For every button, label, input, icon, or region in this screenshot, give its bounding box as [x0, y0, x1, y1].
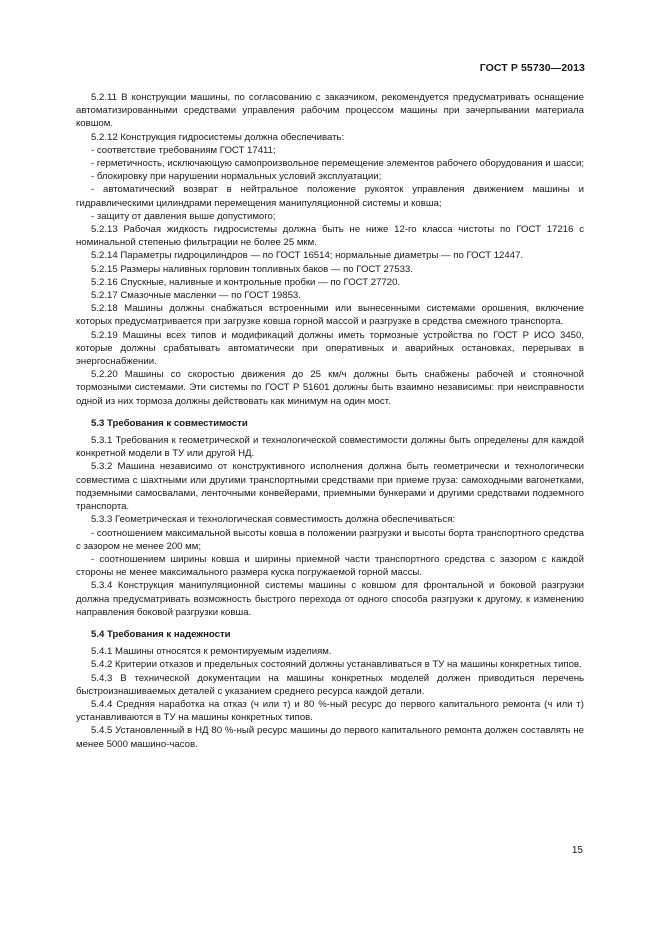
paragraph-5-2-16: 5.2.16 Спускные, наливные и контрольные пробки — по ГОСТ 27720.: [91, 276, 401, 288]
paragraph-5-2-18: 5.2.18 Машины должны снабжаться встроенными или вынесенными системами орошения, включение которых предусматривается при загрузке ковша горной массой и разгрузке в средства смежного транспорта.: [76, 303, 584, 328]
list-item: - автоматический возврат в нейтральное положение рукояток управления движением машины и гидравлическими цилиндрами перемещения манипуляционной системы и ковша;: [76, 184, 584, 209]
section-heading-5-3: 5.3 Требования к совместимости: [91, 417, 248, 429]
paragraph-5-4-5: 5.4.5 Установленный в НД 80 %-ный ресурс машины до первого капитального ремонта должен составлять не менее 5000 машино-часов.: [76, 725, 584, 750]
document-body: [76, 91, 584, 751]
paragraph-5-2-14: 5.2.14 Параметры гидроцилиндров — по ГОСТ 16514; нормальные диаметры — по ГОСТ 12447.: [91, 250, 524, 262]
paragraph-5-4-4: 5.4.4 Средняя наработка на отказ (ч или т) и 80 %-ный ресурс до первого капитального ремонта (ч или т) устанавливаются в ТУ на машины конкретных типов.: [76, 698, 584, 724]
paragraph-5-2-13: 5.2.13 Рабочая жидкость гидросистемы должна быть не ниже 12-го класса чистоты по ГОСТ 17216 с номинальной степенью фильтрации не более 25 мкм.: [76, 224, 584, 249]
paragraph-5-2-12: 5.2.12 Конструкция гидросистемы должна обеспечивать:: [91, 131, 345, 143]
paragraph-5-4-2: 5.4.2 Критерии отказов и предельных состояний должны устанавливаться в ТУ на машины конкретных типов.: [91, 659, 582, 671]
section-heading-5-4: 5.4 Требования к надежности: [91, 628, 231, 640]
paragraph-5-4-1: 5.4.1 Машины относятся к ремонтируемым изделиям.: [91, 646, 332, 658]
paragraph-5-4-3: 5.4.3 В технической документации на машины конкретных моделей должен приводиться перечень быстроизнашиваемых деталей с указанием среднего ресурса каждой детали.: [76, 672, 584, 697]
list-item: - соотношением максимальной высоты ковша в положении разгрузки и высоты борта транспортного средства с зазором не менее 200 мм;: [76, 527, 584, 552]
paragraph-5-2-19: 5.2.19 Машины всех типов и модификаций должны иметь тормозные устройства по ГОСТ Р ИСО 3450, которые должны срабатывать автоматически при оперативных и аварийных остановках, перерывах в энергоснабжении.: [76, 329, 584, 368]
page-number: 15: [571, 845, 583, 856]
paragraph-5-3-3: 5.3.3 Геометрическая и технологическая совместимость должна обеспечиваться:: [91, 514, 456, 526]
list-item: - герметичность, исключающую самопроизвольное перемещение элементов рабочего оборудования и шасси;: [91, 158, 584, 170]
list-item: - блокировку при нарушении нормальных условий эксплуатации;: [91, 171, 382, 183]
paragraph-5-3-2: 5.3.2 Машина независимо от конструктивного исполнения должна быть геометрически и технологически совместима с шахтными или другими транспортными средствами при приеме груза: самоходными вагонетками, подземными самосвалами, ленточными конвейерами, приемными бункерами и другими средствами подземного транспорта.: [76, 461, 584, 513]
paragraph-5-3-4: 5.3.4 Конструкция манипуляционной системы машины с ковшом для фронтальной и боковой разгрузки должна предусматривать возможность быстрого перехода от одного способа разгрузки к другому, к изменению направления боковой разгрузки ковша.: [76, 580, 584, 618]
list-item: - защиту от давления выше допустимого;: [91, 210, 276, 222]
list-item: - соответствие требованиям ГОСТ 17411;: [91, 144, 276, 156]
paragraph-5-2-15: 5.2.15 Размеры наливных горловин топливных баков — по ГОСТ 27533.: [91, 263, 413, 275]
paragraph-5-2-20: 5.2.20 Машины со скоростью движения до 25 км/ч должны быть снабжены рабочей и стояночной тормозными системами. Эти системы по ГОСТ Р 51601 должны быть взаимно независимы: при неисправности одной из них тормоза должны действовать как минимум на один мост.: [76, 369, 584, 407]
standard-number: ГОСТ Р 55730—2013: [479, 62, 585, 74]
paragraph-5-2-17: 5.2.17 Смазочные масленки — по ГОСТ 19853.: [91, 290, 301, 302]
list-item: - соотношением ширины ковша и ширины приемной части транспортного средства с зазором с каждой стороны не менее максимального размера куска погружаемой горной массы.: [76, 553, 584, 579]
paragraph-5-2-11: 5.2.11 В конструкции машины, по согласованию с заказчиком, рекомендуется предусматривать оснащение автоматизированными средствами управления рабочим процессом машины при зачерпывании материала ковшом.: [76, 92, 584, 130]
paragraph-5-3-1: 5.3.1 Требования к геометрической и технологической совместимости должны быть определены для каждой конкретной модели в ТУ или другой НД.: [76, 435, 584, 460]
